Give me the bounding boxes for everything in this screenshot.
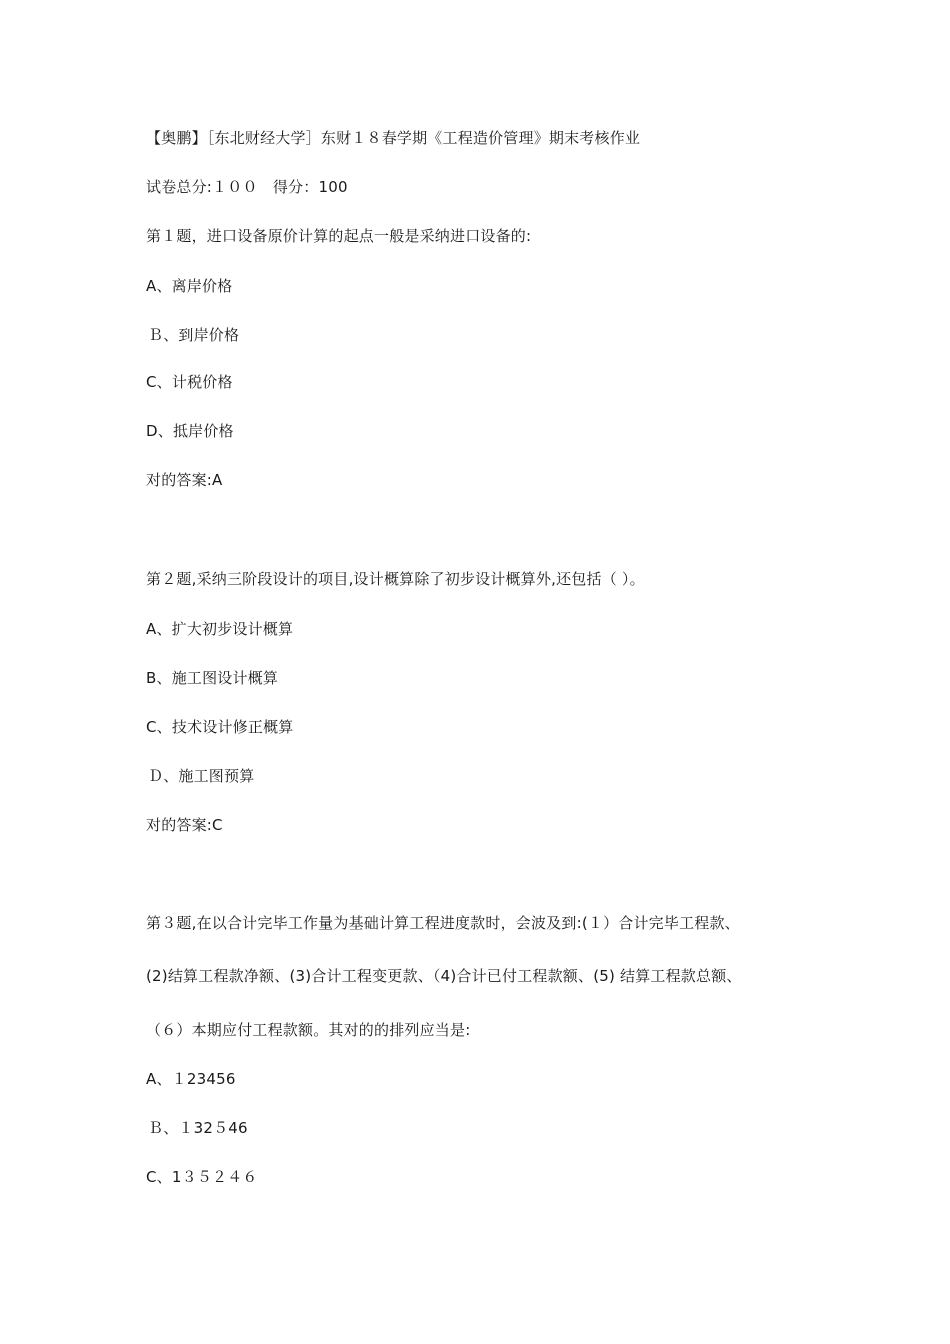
score-line: 试卷总分:１００ 得分：100 [146, 178, 348, 196]
question-2-option-c: C、技术设计修正概算 [146, 718, 294, 736]
question-1-option-d: D、抵岸价格 [146, 422, 234, 440]
question-2-answer: 对的答案:C [146, 816, 223, 834]
question-1-answer: 对的答案:A [146, 471, 223, 489]
question-2-stem: 第２题,采纳三阶段设计的项目,设计概算除了初步设计概算外,还包括（ ）。 [146, 570, 645, 588]
question-3-stem-line-1: 第３题,在以合计完毕工作量为基础计算工程进度款时，会波及到:(１）合计完毕工程款、 [146, 914, 740, 932]
question-1-option-a: A、离岸价格 [146, 277, 233, 295]
question-2-option-d: Ｄ、施工图预算 [148, 767, 255, 785]
question-1-option-b: Ｂ、到岸价格 [148, 326, 240, 344]
question-3-option-c: C、1３５２４６ [146, 1168, 258, 1186]
question-3-option-a: A、１23456 [146, 1070, 236, 1088]
question-2-option-b: B、施工图设计概算 [146, 669, 279, 687]
question-2-option-a: A、扩大初步设计概算 [146, 620, 294, 638]
question-3-stem-line-3: （６）本期应付工程款额。其对的的排列应当是: [146, 1021, 471, 1039]
document-title: 【奥鹏】［东北财经大学］东财１８春学期《工程造价管理》期末考核作业 [146, 129, 641, 147]
question-3-option-b: Ｂ、１32５46 [148, 1119, 248, 1137]
question-1-option-c: C、计税价格 [146, 373, 233, 391]
question-1-stem: 第１题，进口设备原价计算的起点一般是采纳进口设备的: [146, 227, 532, 245]
question-3-stem-line-2: (2)结算工程款净额、(3)合计工程变更款、（4)合计已付工程款额、(5) 结算工程款总额、 [146, 967, 742, 985]
